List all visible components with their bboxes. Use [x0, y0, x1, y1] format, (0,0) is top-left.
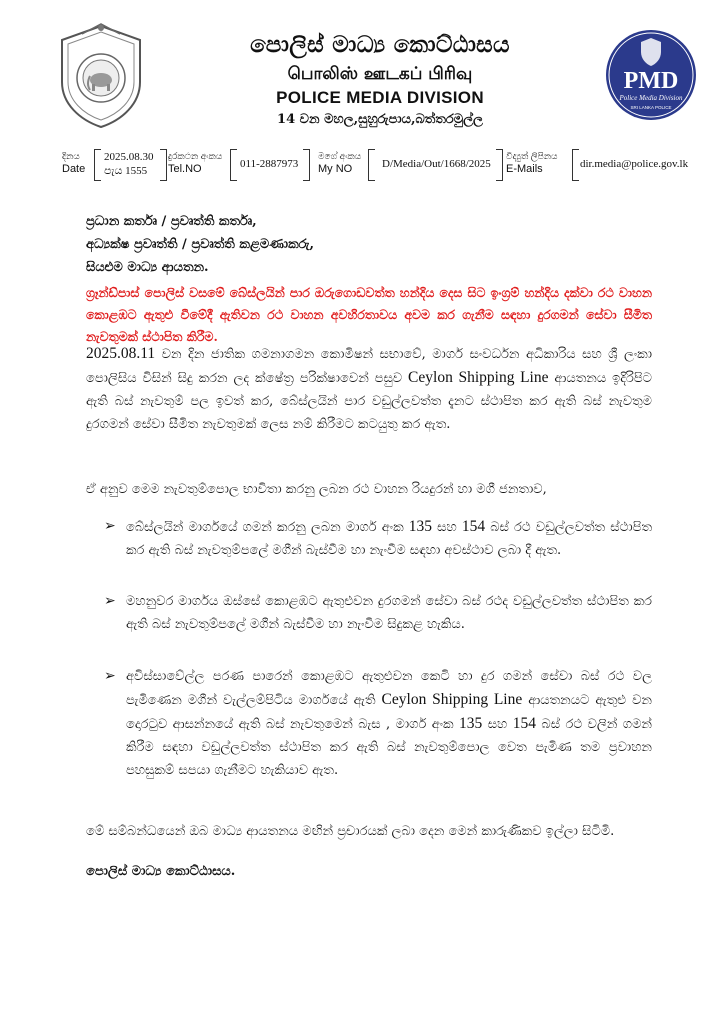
division-address: 14 වන මහල,සුහුරුපාය,බත්තරමුල්ල — [277, 112, 483, 127]
date-value: 2025.08.30 — [104, 151, 154, 163]
bullet3-company: Ceylon Shipping Line — [381, 691, 523, 708]
bullet3-text-c: සහ — [482, 717, 513, 732]
bullet3-route-154: 154 — [512, 715, 536, 732]
myno-label-si: මගේ අංකය — [318, 151, 362, 161]
para1-text-b: ආයතනය ඉදිරිපිට ඇති බස් නැවතුම් පල ඉවත් කර, බේස්ලයින් පාර වඩුල්ලවත්ත දැනට ස්ථාපිත කර ඇති බස් නැවතුම දුරගමන් සේවා සීමිත නැවතුමක් ලෙස නම් කිරීමට කටයුතු කර ඇත. — [86, 371, 652, 432]
police-crest-emblem — [52, 22, 150, 130]
myno-bracket-close — [496, 149, 503, 181]
para1-text-a: වන දින ජාතික ගමනාගමන කොමිෂන් සභාවේ, මාර්ග සංවර්ධන අධිකාරිය සහ ශ්‍රී ලංකා පොලිසිය විසින් සිදු කරන ලද ක්ෂේත්‍ර පරික්ෂාවෙන් පසුව — [86, 347, 652, 386]
para1-date: 2025.08.11 — [86, 345, 156, 362]
email-label-si: විද්‍යුත් ලිපිනය — [506, 151, 558, 161]
tel-label-en: Tel.NO — [168, 163, 202, 175]
division-name-english: POLICE MEDIA DIVISION — [276, 88, 484, 107]
bullet1-text-c: බස් රථ වඩුල්ලවත්ත ස්ථාපිත කර ඇති බස් නැවතුම්පලේ මගීන් බැස්වීම හා නැංවීම සඳහා අවස්ථාව ලබා දී ඇත. — [126, 520, 652, 558]
date-label — [62, 142, 92, 186]
bullet3-text-d: බස් රථ වලින් ගමන් කිරීම සඳහා වඩුල්ලවත්ත ස්ථාපිත කර ඇති බස් නැවතුම්පොල වෙත පැමිණ තම ප්‍රවාහන පහසුකම් සපයා ගැනීමට හැකියාව ඇත. — [126, 717, 652, 778]
bullet3-route-135: 135 — [459, 715, 483, 732]
bullet3-text-b: ආයතනයට ඇතුළු වන දොරටුව ආසන්නයේ ඇති බස් නැවතුමෙන් බැස , මාර්ග අංක — [126, 693, 652, 732]
myno-label-en: My NO — [318, 163, 353, 175]
tel-value: 011-2887973 — [240, 158, 299, 170]
paragraph-1 — [86, 342, 652, 436]
recipient-line: සියළුම මාධ්‍ය ආයතන. — [86, 260, 209, 275]
email-bracket-open — [572, 149, 579, 181]
subject-heading: ග්‍රෑන්ඩ්පාස් පොලිස් වසමේ බේස්ලයින් පාර ඔරුගොඩවත්ත හන්දිය දෙස සිට ඉංග්‍රම් හන්දිය දක්වා රථ වාහන කොළඹට ඇතුළු වීමේදී ඇතිවන රථ වාහන අවහිරතාවය අවම කර ගැනීම සඳහා දුරගමන් සේවා සීමිත නැවතුමක් ස්ථාපිත කිරීම. — [86, 285, 652, 344]
pmd-logo-subtext: Police Media Division — [619, 94, 683, 102]
recipient-line: ප්‍රධාන කර්තෘ / ප්‍රවෘත්ති කර්තෘ, — [86, 214, 257, 229]
pmd-logo-small: SRI LANKA POLICE — [630, 105, 672, 110]
paragraph-2: ඒ අනුව මෙම නැවතුම්පොල භාවිතා කරනු ලබන රථ වාහන රියදුරන් හා මගී ජනතාව, — [86, 482, 547, 497]
reference-info-bar — [62, 142, 702, 186]
email-label-en: E-Mails — [506, 163, 543, 175]
bullet-text: මහනුවර මාර්ගය ඔස්සේ කොළඹට ඇතුළුවන දුරගමන් සේවා බස් රථද වඩුල්ලවත්ත ස්ථාපිත කර ඇති බස් නැවතුම්පලේ මගීන් බැස්වීම හා නැංවීම සිදුකළ හැකිය. — [126, 594, 652, 632]
tel-bracket-close — [303, 149, 310, 181]
arrow-bullet-icon: ➢ — [104, 668, 116, 684]
pmd-logo — [604, 28, 698, 122]
division-name-sinhala: පොලිස් මාධ්‍ය කොට්ඨාසය — [250, 31, 510, 58]
bullet-text — [126, 665, 652, 782]
email-label — [506, 142, 576, 186]
division-name-tamil: பொலிஸ் ஊடகப் பிரிவு — [287, 64, 473, 84]
pmd-logo-text: PMD — [623, 68, 679, 94]
recipients-block — [86, 210, 646, 279]
bullet1-route-154: 154 — [461, 518, 486, 535]
tel-label-si: දුරකථන අංකය — [168, 151, 223, 161]
para1-company: Ceylon Shipping Line — [408, 369, 549, 386]
closing-request: මේ සම්බන්ධයෙන් ඔබ මාධ්‍ය ආයතනය මඟින් ප්‍රචාරයක් ලබා දෙන මෙන් කාරුණිකව ඉල්ලා සිටිමි. — [86, 824, 615, 839]
tel-label — [168, 142, 238, 186]
date-bracket-close — [160, 149, 167, 181]
tel-bracket-open — [230, 149, 237, 181]
date-bracket-open — [94, 149, 101, 181]
bullet3-text-a: අවිස්සාවේල්ල පරණ පාරෙන් කොළඹට ඇතුළුවන කෙටි හා දුර ගමන් සේවා බස් රථ වල පැමිණෙන මගීන් වැල්ලම්පිටිය මාර්ගයේ ඇති — [126, 669, 652, 708]
bullet-text — [126, 515, 652, 562]
myno-value: D/Media/Out/1668/2025 — [382, 158, 491, 170]
email-value[interactable]: dir.media@police.gov.lk — [580, 158, 689, 170]
date-label-en: Date — [62, 163, 86, 175]
time-value: පැය 1555 — [104, 165, 148, 177]
letterhead — [160, 30, 600, 130]
bullet1-route-135: 135 — [408, 518, 433, 535]
arrow-bullet-icon: ➢ — [104, 593, 116, 609]
signature-line: පොලිස් මාධ්‍ය කොට්ඨාසය. — [86, 864, 236, 879]
bullet1-text-b: සහ — [432, 520, 462, 535]
date-label-si: දිනය — [62, 151, 80, 161]
myno-bracket-open — [368, 149, 375, 181]
arrow-bullet-icon: ➢ — [104, 518, 116, 534]
recipient-line: අධ්‍යක්ෂ ප්‍රවෘත්ති / ප්‍රවෘත්ති කළමණාකරු, — [86, 237, 315, 252]
bullet1-text-a: බේස්ලයින් මාර්ගයේ ගමන් කරනු ලබන මාර්ග අංක — [126, 520, 409, 535]
